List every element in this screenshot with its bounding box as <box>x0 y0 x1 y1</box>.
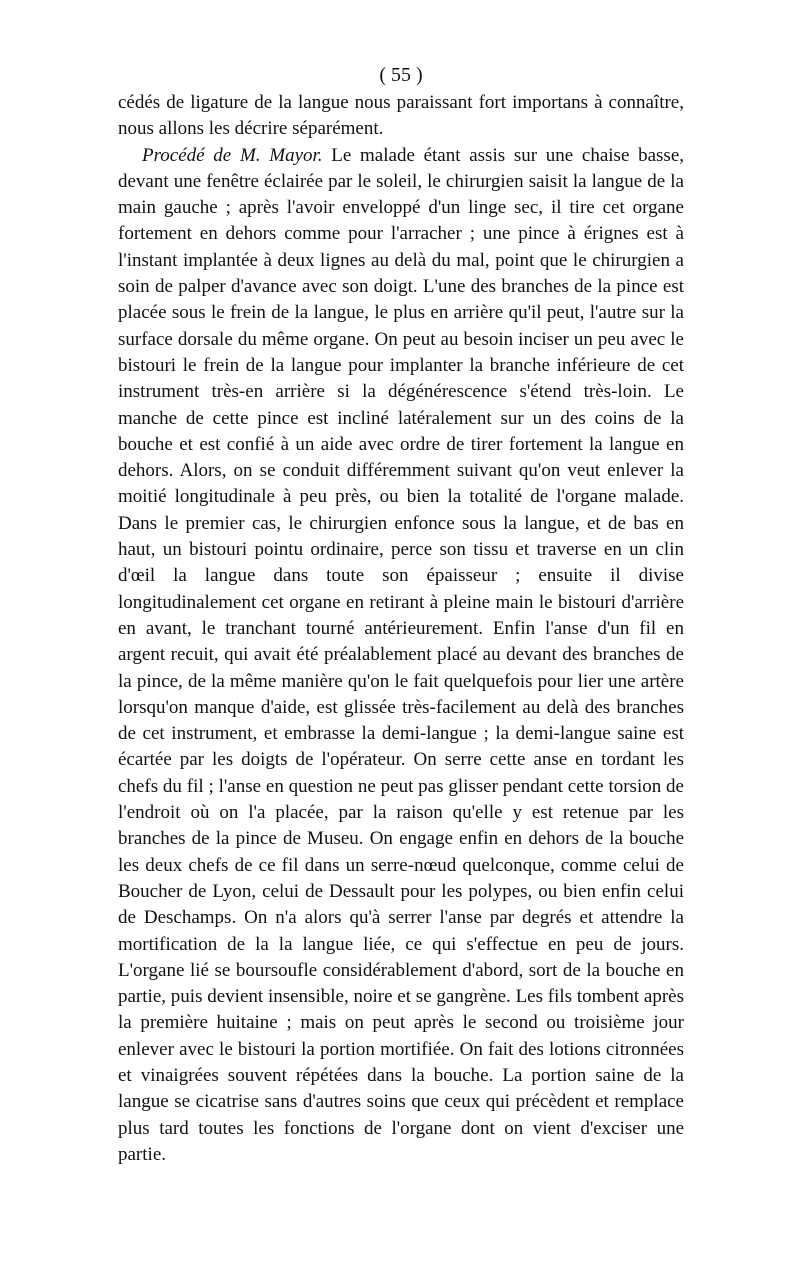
document-page <box>118 62 684 1168</box>
page-number: ( 55 ) <box>379 64 423 86</box>
paragraph-2 <box>118 143 684 1169</box>
procedure-title: Procédé de M. Mayor. <box>142 144 323 166</box>
paragraph-2-text: Le malade étant assis sur une chaise basse, devant une fenêtre éclairée par le soleil, le chirurgien saisit la langue de la main gauche ; après l'avoir enveloppé d'un linge sec, il tire cet organe fortement en dehors comme pour l'arracher ; une pince à érignes est à l'instant implantée à deux lignes au delà du mal, point que le chirurgien a soin de palper d'avance avec son doigt. L'une des branches de la pince est placée sous le frein de la langue, le plus en arrière qu'il peut, l'autre sur la surface dorsale du même organe. On peut au besoin inciser un peu avec le bistouri le frein de la langue pour implanter la branche inférieure de cet instrument très-en arrière si la dégénérescence s'étend très-loin. Le manche de cette pince est incliné latéralement sur un des coins de la bouche et est confié à un aide avec ordre de tirer fortement la langue en dehors. Alors, on se conduit différemment suivant qu'on veut enlever la moitié longitudinale à peu près, ou bien la totalité de l'organe malade. Dans le premier cas, le chirurgien enfonce sous la langue, et de bas en haut, un bistouri pointu ordinaire, perce son tissu et traverse en un clin d'œil la langue dans toute son épaisseur ; ensuite il divise longitudinalement cet organe en retirant à pleine main le bistouri d'arrière en avant, le tranchant tourné antérieurement. Enfin l'anse d'un fil en argent recuit, qui avait été préalablement placé au devant des branches de la pince, de la même manière qu'on le fait quelquefois pour lier une artère lorsqu'on manque d'aide, est glissée très-facilement au delà des branches de cet instrument, et embrasse la demi-langue ; la demi-langue saine est écartée par les doigts de l'opérateur. On serre cette anse en tordant les chefs du fil ; l'anse en question ne peut pas glisser pendant cette torsion de l'endroit où on l'a placée, par la raison qu'elle y est retenue par les branches de la pince de Museu. On engage enfin en dehors de la bouche les deux chefs de ce fil dans un serre-nœud quelconque, comme celui de Boucher de Lyon, celui de Dessault pour les polypes, ou bien enfin celui de Deschamps. On n'a alors qu'à serrer l'anse par degrés et attendre la mortification de la la langue liée, ce qui s'effectue en peu de jours. L'organe lié se boursoufle considérablement d'abord, sort de la bouche en partie, puis devient insensible, noire et se gangrène. Les fils tombent après la première huitaine ; mais on peut après le second ou troisième jour enlever avec le bistouri la portion mortifiée. On fait des lotions citronnées et vinaigrées souvent répétées dans la bouche. La portion saine de la langue se cicatrise sans d'autres soins que ceux qui précèdent et remplace plus tard toutes les fonctions de l'organe dont on vient d'exciser une partie. <box>118 144 685 1165</box>
paragraph-1: cédés de ligature de la langue nous paraissant fort importans à connaître, nous allons les décrire séparément. <box>118 92 684 140</box>
body-text <box>118 90 684 1168</box>
